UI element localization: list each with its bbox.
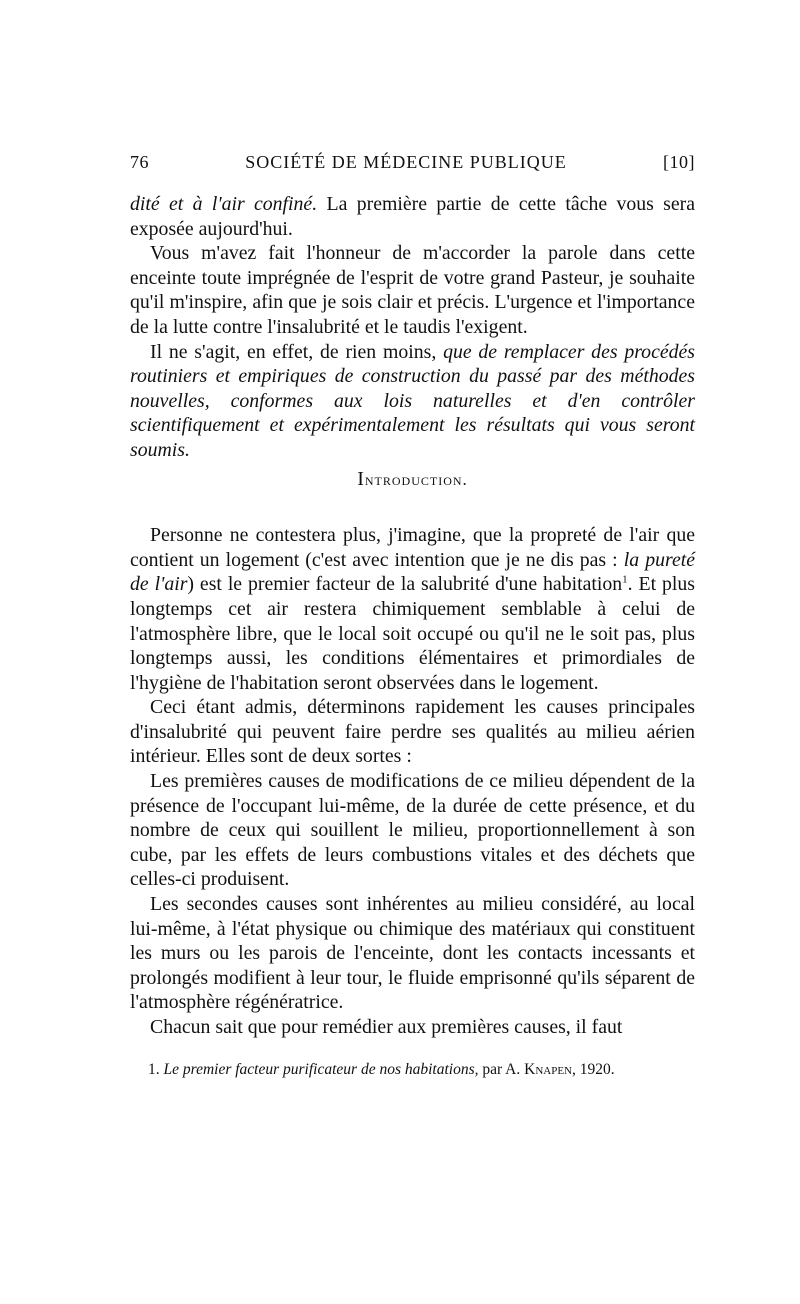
- paragraph-4-italic: la pureté de l'air: [130, 548, 695, 596]
- footnote-reference: 1: [622, 573, 628, 586]
- footnote: [130, 1060, 695, 1080]
- section-heading: [130, 467, 695, 493]
- paragraph-1-italic: dité et à l'air confiné.: [130, 193, 318, 215]
- footnote-number: 1.: [148, 1060, 160, 1078]
- paragraph-6: Les premières causes de modifications de ce milieu dépendent de la présence de l'occupant lui-même, de la durée de cette présence, et du nombre de ceux qui souillent le milieu, proportionnellement à son cube, par les effets de leurs combustions vitales et des déchets que celles-ci produisent.: [130, 770, 695, 891]
- paragraph-2: Vous m'avez fait l'honneur de m'accorder la parole dans cette enceinte toute imprégnée de l'esprit de votre grand Pasteur, je souhaite qu'il m'inspire, afin que je sois clair et précis. L'urgence et l'importance de la lutte contre l'insalubrité et le taudis l'exigent.: [130, 242, 695, 338]
- paragraph-8: Chacun sait que pour remédier aux premières causes, il faut: [150, 1016, 623, 1038]
- page-number: 76: [130, 152, 149, 172]
- section-heading-initial: I: [357, 467, 365, 490]
- paragraph-4: [130, 523, 695, 695]
- running-head: [130, 152, 695, 180]
- footnote-italic: Le premier facteur purificateur de nos habitations,: [163, 1060, 479, 1078]
- paragraph-3-text: Il ne s'agit, en effet, de rien moins,: [150, 340, 444, 363]
- paragraph-7: Les secondes causes sont inhérentes au milieu considéré, au local lui-même, à l'état physique ou chimique des matériaux qui constituent les murs ou les parois de l'enceinte, dont les contacts incessants et prolongés modifient à leur tour, le fluide emprisonné qu'ils séparent de l'atmosphère régénératrice.: [130, 893, 695, 1014]
- paragraph-1: [130, 192, 695, 241]
- section-heading-text: ntroduction.: [364, 469, 468, 489]
- paragraph-3: [130, 340, 695, 463]
- body-text: [130, 192, 695, 1040]
- footnote-year: , 1920.: [572, 1060, 615, 1078]
- paragraph-4-mid: ) est le premier facteur de la salubrité d'une habitation: [187, 573, 623, 596]
- footnote-author: Knapen: [524, 1060, 573, 1078]
- journal-title: SOCIÉTÉ DE MÉDECINE PUBLIQUE: [245, 152, 567, 172]
- paragraph-4-start: Personne ne contestera plus, j'imagine, que la propreté de l'air que contient un logement (c'est avec intention que je ne dis pas :: [130, 524, 695, 571]
- paragraph-3-italic: que de remplacer des procédés routiniers et empiriques de construction du passé par des méthodes nouvelles, conformes aux lois naturelles et d'en contrôler scientifiquement et expérimentalement les résultats qui vous seront soumis.: [130, 340, 696, 461]
- footnote-by: par A.: [478, 1060, 525, 1078]
- paragraph-5: Ceci étant admis, déterminons rapidement les causes principales d'insalubrité qui peuvent faire perdre ses qualités au milieu aérien intérieur. Elles sont de deux sortes :: [130, 696, 695, 768]
- paragraph-1-text: La première partie de cette tâche vous sera exposée aujourd'hui.: [130, 193, 696, 240]
- section-marker: [10]: [662, 152, 695, 172]
- book-page: [130, 152, 695, 1080]
- paragraph-4-end: . Et plus longtemps cet air restera chimiquement semblable à celui de l'atmosphère libre, que le local soit occupé ou qu'il ne le soit pas, plus longtemps aussi, les conditions élémentaires et primordiales de l'hygiène de l'habitation seront observées dans le logement.: [130, 573, 696, 694]
